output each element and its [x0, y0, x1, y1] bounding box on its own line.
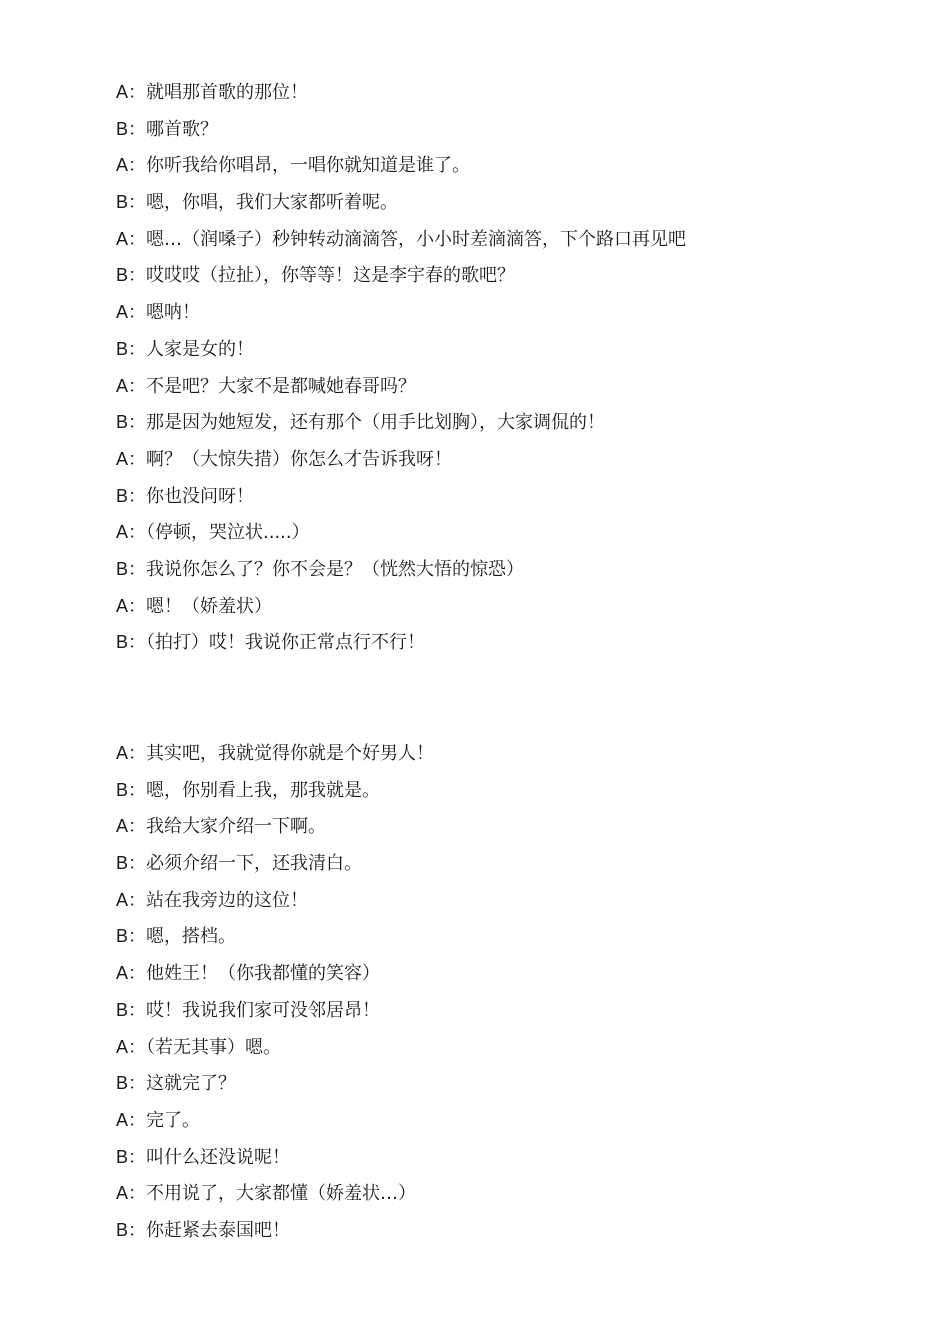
- speaker-label: B：: [116, 192, 147, 213]
- dialogue-line: [116, 740, 876, 777]
- dialogue-text: 那是因为她短发，还有那个（用手比划胸），大家调侃的！: [146, 412, 606, 434]
- dialogue-text: 不用说了，大家都懂（娇羞状…）: [146, 1183, 417, 1205]
- dialogue-text: （拍打）哎！我说你正常点行不行！: [146, 632, 426, 654]
- dialogue-text: 人家是女的！: [146, 338, 255, 360]
- speaker-label: A：: [116, 595, 147, 616]
- speaker-label: A：: [116, 302, 147, 323]
- dialogue-line: [116, 556, 876, 593]
- dialogue-line: [116, 850, 876, 887]
- speaker-label: B：: [116, 632, 147, 653]
- dialogue-line: [116, 1217, 876, 1254]
- dialogue-text: 你赶紧去泰国吧！: [146, 1219, 291, 1241]
- dialogue-block-1: [116, 79, 876, 666]
- dialogue-line: [116, 629, 876, 666]
- speaker-label: B：: [116, 485, 147, 506]
- speaker-label: A：: [116, 963, 147, 984]
- dialogue-line: [116, 409, 876, 446]
- dialogue-line: [116, 593, 876, 630]
- dialogue-line: [116, 887, 876, 924]
- speaker-label: A：: [116, 816, 147, 837]
- dialogue-text: 其实吧，我就觉得你就是个好男人！: [146, 743, 435, 764]
- speaker-label: A：: [116, 1109, 147, 1130]
- dialogue-line: [116, 446, 876, 483]
- dialogue-text: 站在我旁边的这位！: [146, 889, 309, 911]
- dialogue-text: 啊？（大惊失措）你怎么才告诉我呀！: [146, 448, 453, 470]
- dialogue-line: [116, 777, 876, 814]
- speaker-label: B：: [116, 999, 147, 1020]
- dialogue-line: [116, 262, 876, 299]
- dialogue-text: 嗯，搭档。: [146, 926, 237, 948]
- dialogue-text: 你听我给你唱昂，一唱你就知道是谁了。: [146, 155, 471, 177]
- dialogue-line: [116, 79, 876, 116]
- dialogue-text: （停顿，哭泣状.....）: [146, 522, 310, 544]
- dialogue-line: [116, 226, 876, 263]
- dialogue-line: [116, 299, 876, 336]
- speaker-label: A：: [116, 1183, 147, 1204]
- dialogue-text: 他姓王！（你我都懂的笑容）: [146, 963, 381, 985]
- dialogue-line: [116, 1180, 876, 1217]
- speaker-label: B：: [116, 1219, 147, 1240]
- speaker-label: A：: [116, 155, 147, 176]
- dialogue-line: [116, 1144, 876, 1181]
- dialogue-line: [116, 152, 876, 189]
- dialogue-line: [116, 997, 876, 1034]
- dialogue-text: 就唱那首歌的那位！: [146, 82, 309, 103]
- speaker-label: B：: [116, 265, 147, 286]
- dialogue-text: 我说你怎么了？你不会是？（恍然大悟的惊恐）: [146, 558, 525, 580]
- dialogue-text: 你也没问呀！: [146, 485, 255, 507]
- dialogue-text: 嗯，你别看上我，那我就是。: [146, 779, 381, 801]
- dialogue-line: [116, 1070, 876, 1107]
- speaker-label: B：: [116, 779, 147, 800]
- dialogue-text: 嗯…（润嗓子）秒钟转动滴滴答，小小时差滴滴答，下个路口再见吧: [146, 228, 687, 250]
- dialogue-text: 必须介绍一下，还我清白。: [146, 853, 363, 875]
- speaker-label: B：: [116, 338, 147, 359]
- speaker-label: B：: [116, 1073, 147, 1094]
- speaker-label: A：: [116, 1036, 147, 1057]
- dialogue-text: 我给大家介绍一下啊。: [146, 816, 327, 838]
- dialogue-line: [116, 373, 876, 410]
- dialogue-line: [116, 116, 876, 153]
- speaker-label: A：: [116, 522, 147, 543]
- dialogue-line: [116, 336, 876, 373]
- dialogue-text: 不是吧？大家不是都喊她春哥吗？: [146, 375, 417, 397]
- dialogue-line: [116, 189, 876, 226]
- speaker-label: A：: [116, 82, 147, 102]
- speaker-label: A：: [116, 375, 147, 396]
- speaker-label: B：: [116, 412, 147, 433]
- dialogue-block-2: [116, 740, 876, 1254]
- dialogue-line: [116, 813, 876, 850]
- speaker-label: A：: [116, 228, 147, 249]
- dialogue-line: [116, 519, 876, 556]
- dialogue-text: 嗯，你唱，我们大家都听着呢。: [146, 192, 399, 214]
- dialogue-text: 哪首歌？: [146, 118, 219, 140]
- dialogue-text: 完了。: [146, 1109, 201, 1131]
- dialogue-line: [116, 483, 876, 520]
- speaker-label: B：: [116, 558, 147, 579]
- dialogue-line: [116, 960, 876, 997]
- dialogue-text: 嗯呐！: [146, 302, 201, 324]
- speaker-label: B：: [116, 1146, 147, 1167]
- dialogue-text: 叫什么还没说呢！: [146, 1146, 291, 1168]
- speaker-label: A：: [116, 743, 147, 763]
- speaker-label: B：: [116, 118, 147, 139]
- speaker-label: A：: [116, 889, 147, 910]
- dialogue-text: 哎哎哎（拉扯），你等等！这是李宇春的歌吧？: [146, 265, 516, 287]
- dialogue-text: 嗯！（娇羞状）: [146, 595, 273, 617]
- dialogue-text: 哎！我说我们家可没邻居昂！: [146, 999, 381, 1021]
- speaker-label: A：: [116, 448, 147, 469]
- dialogue-text: （若无其事）嗯。: [146, 1036, 282, 1058]
- dialogue-line: [116, 1034, 876, 1071]
- dialogue-text: 这就完了？: [146, 1073, 237, 1095]
- dialogue-line: [116, 1107, 876, 1144]
- speaker-label: B：: [116, 926, 147, 947]
- dialogue-line: [116, 923, 876, 960]
- speaker-label: B：: [116, 853, 147, 874]
